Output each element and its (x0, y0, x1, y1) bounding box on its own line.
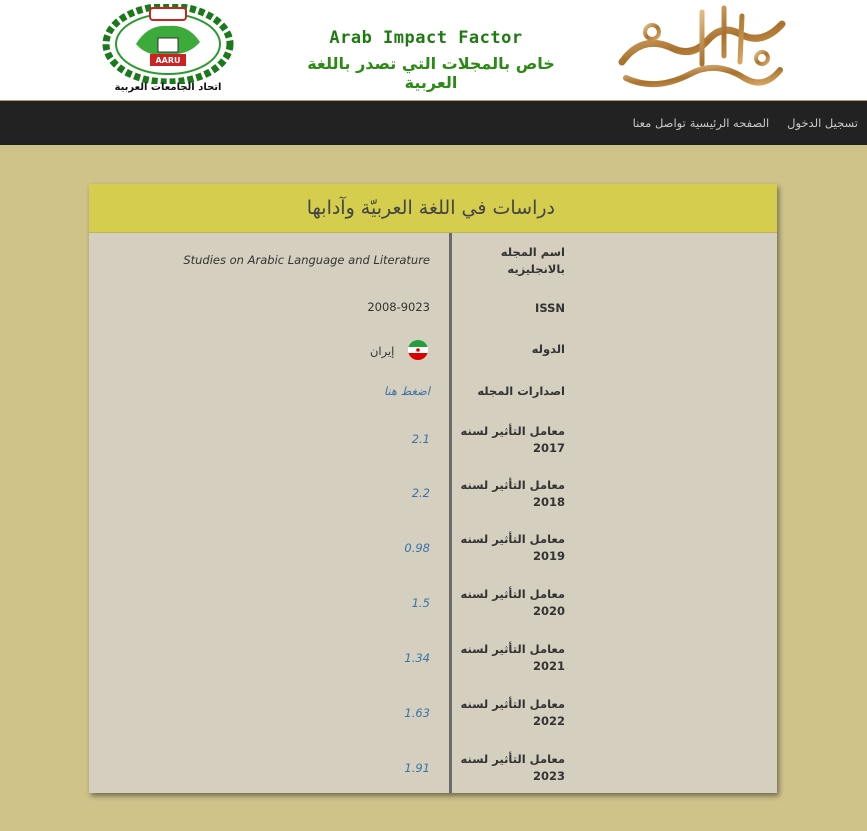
nav-item-home[interactable]: الصفحه الرئيسية (689, 116, 770, 130)
iran-flag-icon (406, 340, 430, 363)
value-country (370, 340, 430, 363)
label-if-2018: معامل التأثير لسنه 2018 (460, 478, 565, 509)
value-issn: 2008-9023 (367, 300, 430, 314)
aaru-badge: AARU (155, 56, 181, 65)
arab-impact-factor-calligraphy-logo[interactable] (612, 4, 788, 98)
value-if-2019[interactable]: 0.98 (404, 541, 430, 555)
value-if-2023[interactable]: 1.91 (404, 761, 430, 775)
brand-subtitle-arabic: خاص بالمجلات التي تصدر باللغة العربية (307, 54, 555, 92)
label-if-2021: معامل التأثير لسنه 2021 (460, 642, 565, 673)
value-if-2021[interactable]: 1.34 (404, 651, 430, 665)
value-if-2017[interactable]: 2.1 (411, 432, 430, 446)
issues-link[interactable]: اضغط هنا (383, 384, 430, 398)
journal-card-header (89, 184, 777, 233)
label-english-name: اسم المجله بالانجليزيه (500, 245, 565, 276)
country-name: إيران (369, 344, 395, 358)
label-if-2020: معامل التأثير لسنه 2020 (460, 587, 565, 618)
label-if-2017: معامل التأثير لسنه 2017 (460, 424, 565, 455)
site-header (0, 0, 867, 101)
label-issn: ISSN (535, 301, 565, 315)
calligraphy-logo-icon (612, 4, 788, 98)
aaru-caption: اتحاد الجامعات العربية (114, 82, 222, 93)
journal-card (89, 184, 777, 793)
label-issues: اصدارات المجله (477, 384, 565, 398)
aaru-laurel-icon (88, 4, 248, 84)
brand-title-english: Arab Impact Factor (329, 28, 523, 48)
value-if-2020[interactable]: 1.5 (411, 596, 430, 610)
journal-title: دراسات في اللغة العربيّة وآدابها (306, 197, 555, 219)
aaru-logo[interactable] (88, 4, 248, 98)
label-if-2023: معامل التأثير لسنه 2023 (460, 752, 565, 783)
label-if-2022: معامل التأثير لسنه 2022 (460, 697, 565, 728)
value-if-2018[interactable]: 2.2 (411, 486, 430, 500)
value-if-2022[interactable]: 1.63 (404, 706, 430, 720)
label-if-2019: معامل التأثير لسنه 2019 (460, 532, 565, 563)
nav-item-login[interactable]: تسجيل الدخول (787, 116, 858, 130)
nav-list (624, 101, 867, 145)
main-navbar (0, 101, 867, 145)
label-country: الدوله (531, 342, 565, 356)
value-english-name: Studies on Arabic Language and Literature (183, 253, 430, 267)
nav-item-contact[interactable]: تواصل معنا (632, 116, 686, 130)
